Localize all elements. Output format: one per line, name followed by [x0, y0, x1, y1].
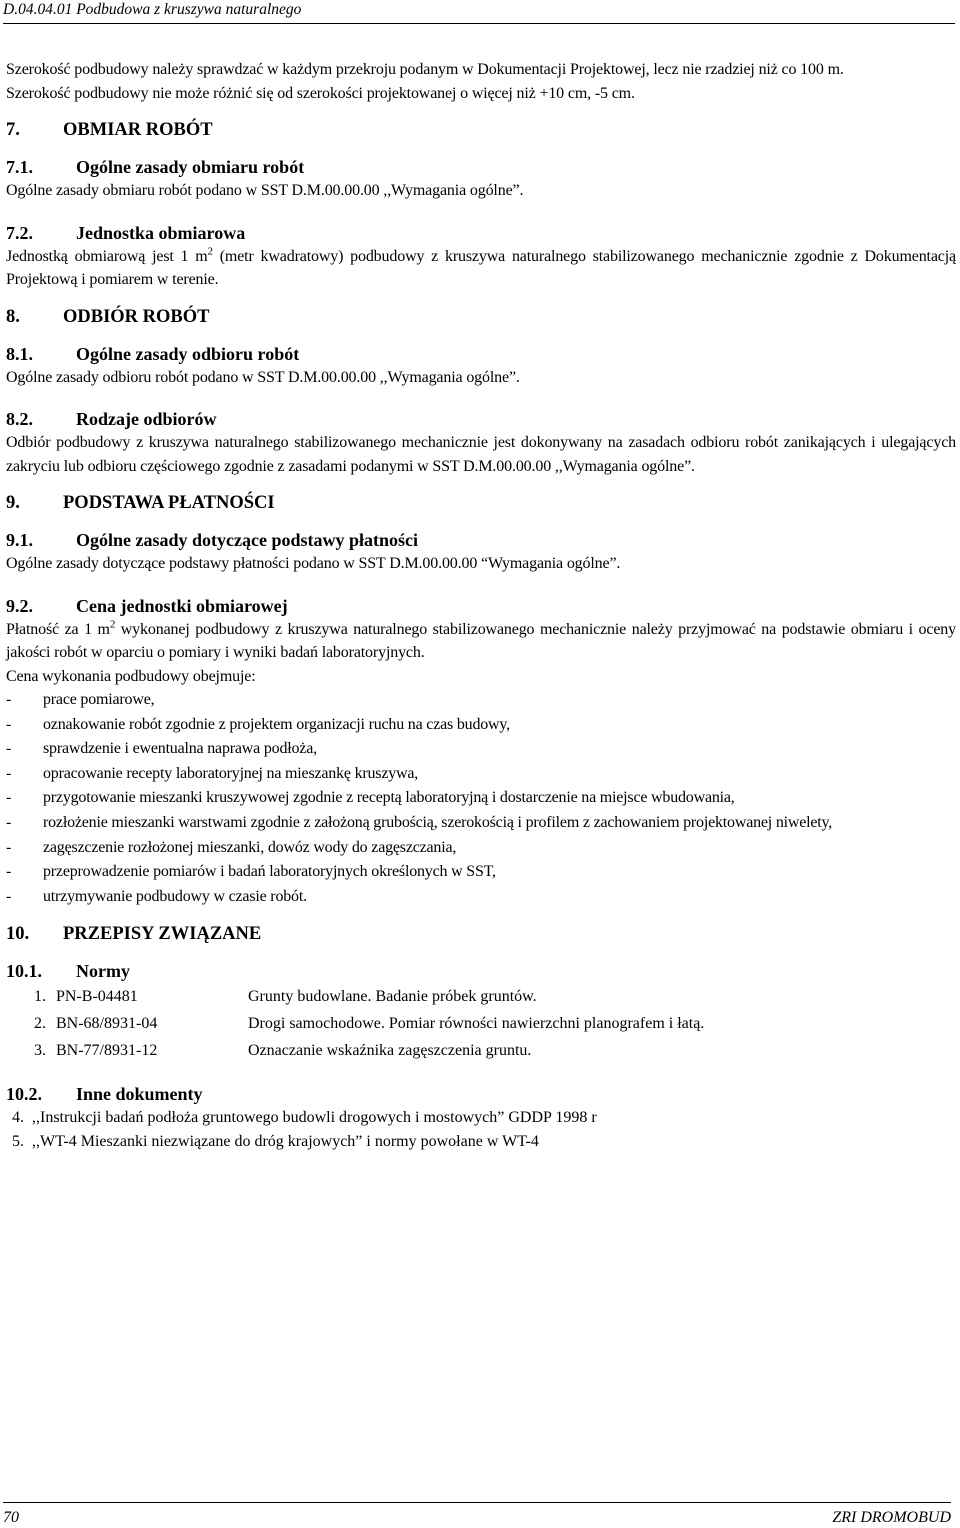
page-footer — [3, 1502, 951, 1527]
section-8-heading: 8. ODBIÓR ROBÓT — [6, 306, 210, 327]
list-item: - oznakowanie robót zgodnie z projektem organizacji ruchu na czas budowy, — [6, 715, 510, 733]
paragraph-width-check: Szerokość podbudowy należy sprawdzać w każdym przekroju podanym w Dokumentacji Projektowej, lecz nie rzadziej niż co 100 m. — [6, 61, 844, 78]
section-7-2-text: Jednostką obmiarową jest 1 $m^2$ (metr kwadratowy) podbudowy z kruszywa naturalnego stabilizowanego mechanicznie zgodnie z Dokumentacją Projektową i pomiarem w terenie. — [6, 245, 956, 288]
list-item: - rozłożenie mieszanki warstwami zgodnie z założoną grubością, szerokością i profilem z zachowaniem projektowanej niwelety, — [6, 813, 833, 831]
section-9-2-heading: 9.2. Cena jednostki obmiarowej — [6, 595, 288, 616]
price-includes-intro: Cena wykonania podbudowy obejmuje: — [6, 667, 256, 685]
list-item: - sprawdzenie i ewentualna naprawa podłoża, — [6, 740, 317, 758]
document-body — [6, 58, 956, 1154]
list-item: - utrzymywanie podbudowy w czasie robót. — [6, 887, 307, 905]
header-title: D.04.04.01 Podbudowa z kruszywa naturalnego — [3, 1, 302, 18]
list-item: - opracowanie recepty laboratoryjnej na mieszankę kruszywa, — [6, 764, 419, 782]
page-number: 70 — [3, 1509, 19, 1526]
section-7-2-heading: 7.2. Jednostka obmiarowa — [6, 222, 246, 243]
section-7-1-heading: 7.1. Ogólne zasady obmiaru robót — [6, 157, 305, 177]
list-item: - zagęszczenie rozłożonej mieszanki, dowóz wody do zagęszczania, — [6, 838, 457, 856]
section-9-heading: 9. PODSTAWA PŁATNOŚCI — [6, 493, 275, 513]
table-row: 3. BN-77/8931-12 Oznaczanie wskaźnika zagęszczenia gruntu. — [34, 1042, 532, 1060]
section-8-1-text: Ogólne zasady odbioru robót podano w SST D.M.00.00.00 ,,Wymagania ogólne”. — [6, 368, 520, 386]
company-name: ZRI DROMOBUD — [832, 1509, 951, 1526]
list-item: 4. ,,Instrukcji badań podłoża gruntowego budowli drogowych i mostowych” GDDP 1998 r — [12, 1109, 597, 1127]
list-item: 5. ,,WT-4 Mieszanki niezwiązane do dróg krajowych” i normy powołane w WT-4 — [12, 1133, 539, 1151]
section-10-2-heading: 10.2. Inne dokumenty — [6, 1084, 203, 1105]
paragraph-width-tolerance: Szerokość podbudowy nie może różnić się od szerokości projektowanej o więcej niż +10 cm, -5 cm. — [6, 84, 635, 102]
list-item: - przygotowanie mieszanki kruszywowej zgodnie z receptą laboratoryjną i dostarczenie na miejsce wbudowania, — [6, 789, 735, 807]
section-8-2-text: Odbiór podbudowy z kruszywa naturalnego stabilizowanego mechanicznie jest dokonywany na zasadach odbioru robót zanikających i ulegających zakryciu lub odbioru częściowego zgodnie z zasadami podanymi w SST D.M.00.00.00 ,,Wymagania ogólne”. — [6, 434, 956, 475]
section-8-1-heading: 8.1. Ogólne zasady odbioru robót — [6, 343, 300, 364]
price-items-list — [6, 688, 956, 909]
table-row: 2. BN-68/8931-04 Drogi samochodowe. Pomiar równości nawierzchni planografem i łatą. — [34, 1015, 705, 1033]
section-8-2-heading: 8.2. Rodzaje odbiorów — [6, 409, 217, 429]
list-item: - przeprowadzenie pomiarów i badań laboratoryjnych określonych w SST, — [6, 863, 496, 881]
section-9-1-heading: 9.1. Ogólne zasady dotyczące podstawy płatności — [6, 530, 418, 550]
page-header — [3, 0, 955, 24]
section-7-1-text: Ogólne zasady obmiaru robót podano w SST D.M.00.00.00 ,,Wymagania ogólne”. — [6, 182, 524, 199]
section-9-2-text: Płatność za 1 $m^2$ wykonanej podbudowy z kruszywa naturalnego stabilizowanego mechanicznie należy przyjmować na podstawie obmiaru i oceny jakości robót w oparciu o pomiary i wyniki badań laboratoryjnych. — [6, 618, 956, 661]
section-7-heading: 7. OBMIAR ROBÓT — [6, 120, 213, 140]
table-row: 1. PN-B-04481 Grunty budowlane. Badanie próbek gruntów. — [34, 988, 537, 1006]
list-item: - prace pomiarowe, — [6, 691, 155, 708]
norms-table — [6, 983, 956, 1064]
section-9-1-text: Ogólne zasady dotyczące podstawy płatności podano w SST D.M.00.00.00 “Wymagania ogólne”. — [6, 555, 621, 572]
section-10-heading: 10. PRZEPISY ZWIĄZANE — [6, 924, 262, 945]
section-10-1-heading: 10.1. Normy — [6, 961, 130, 982]
